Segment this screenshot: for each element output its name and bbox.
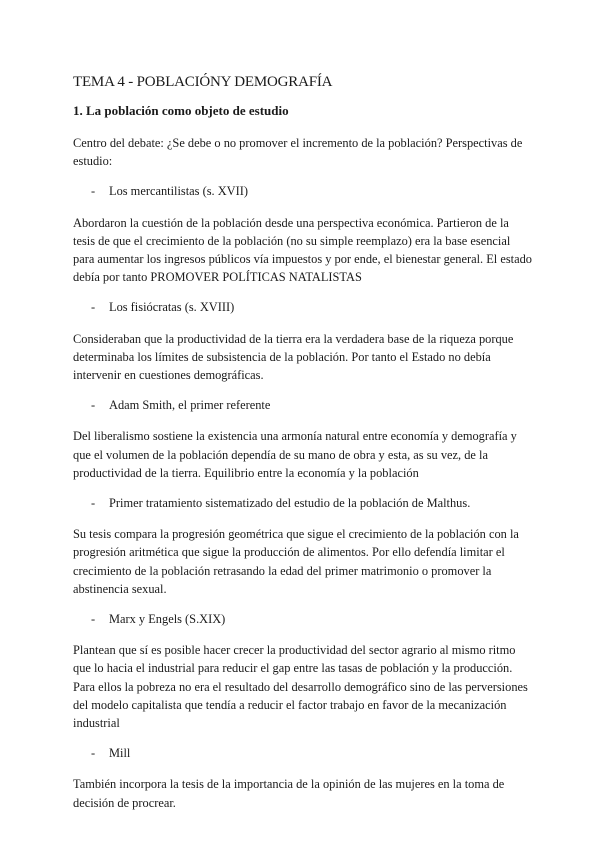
paragraph-mill: También incorpora la tesis de la importancia de la opinión de las mujeres en la toma de decisión de procrear. [73,777,505,810]
bullet-marker: - [91,612,96,627]
bullet-label: Marx y Engels (S.XIX) [109,612,226,627]
paragraph-adam-smith: Del liberalismo sostiene la existencia una armonía natural entre economía y demografía y que el volumen de la población dependía de su mano de obra y esta, as su vez, de la productividad de la tierra. Equilibrio entre la economía y la población [73,429,517,480]
bullet-fisiocratas [73,298,533,316]
bullet-label: Mill [109,746,131,761]
bullet-marker: - [91,398,96,413]
bullet-label: Adam Smith, el primer referente [109,398,271,413]
section-heading: 1. La población como objeto de estudio [73,103,289,118]
bullet-label: Primer tratamiento sistematizado del estudio de la población de Malthus. [109,496,471,511]
bullet-label: Los mercantilistas (s. XVII) [109,184,249,199]
bullet-adam-smith [73,396,533,414]
bullet-malthus [73,494,533,512]
bullet-marker: - [91,184,96,199]
intro-paragraph: Centro del debate: ¿Se debe o no promover el incremento de la población? Perspectivas de estudio: [73,136,523,169]
document-body [73,72,533,824]
paragraph-fisiocratas: Consideraban que la productividad de la tierra era la verdadera base de la riqueza porque determinaba los límites de subsistencia de la población. Por tanto el Estado no debía intervenir en cuestiones demográficas. [73,331,514,383]
paragraph-mercantilistas: Abordaron la cuestión de la población desde una perspectiva económica. Partieron de la tesis de que el crecimiento de la población (no su simple reemplazo) era la base esencial para aumentar los ingresos públicos vía impuestos y por ende, el bienestar general. El estado debía por tanto PROMOVER POLÍTICAS NATALISTAS [73,215,533,285]
bullet-mill [73,744,533,762]
bullet-marker: - [91,496,96,511]
bullet-marker: - [91,300,96,315]
bullet-marx-engels [73,610,533,628]
bullet-mercantilistas [73,182,533,200]
paragraph-malthus: Su tesis compara la progresión geométrica que sigue el crecimiento de la población con la progresión aritmética que sigue la producción de alimentos. Por ello defendía limitar el crecimiento de la población retrasando la edad del primer matrimonio o promover la abstinencia sexual. [73,527,519,596]
paragraph-marx-engels: Plantean que sí es posible hacer crecer la productividad del sector agrario al mismo ritmo que lo hacia el industrial para reducir el gap entre las tasas de población y la producción. Para ellos la pobreza no era el resultado del desarrollo demográfico sino de las perversiones del modelo capitalista que tendía a reducir el factor trabajo en favor de la mecanización industrial [73,643,528,731]
bullet-marker: - [91,746,96,761]
bullet-label: Los fisiócratas (s. XVIII) [109,300,235,315]
page-title: TEMA 4 - POBLACIÓNY DEMOGRAFÍA [73,74,333,90]
